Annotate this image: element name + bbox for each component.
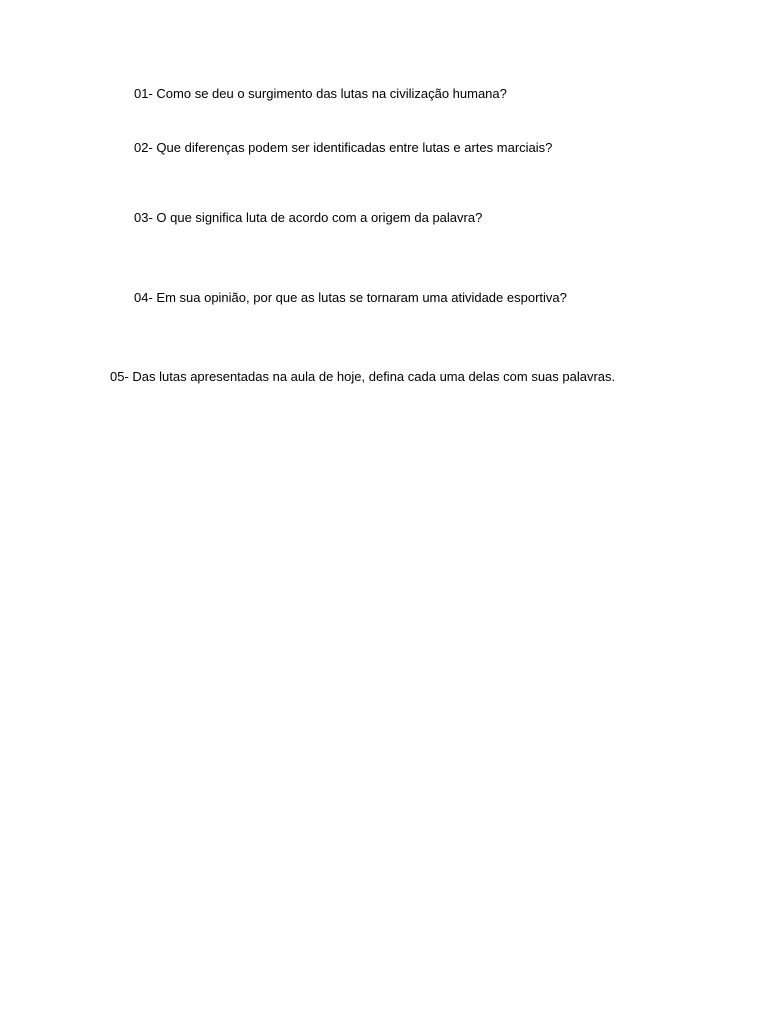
question-4: 04- Em sua opinião, por que as lutas se tornaram uma atividade esportiva? [134,290,567,305]
question-3: 03- O que significa luta de acordo com a origem da palavra? [134,210,483,225]
question-1: 01- Como se deu o surgimento das lutas na civilização humana? [134,86,507,101]
question-5: 05- Das lutas apresentadas na aula de hoje, defina cada uma delas com suas palavras. [110,369,616,384]
question-2: 02- Que diferenças podem ser identificadas entre lutas e artes marciais? [134,140,553,155]
